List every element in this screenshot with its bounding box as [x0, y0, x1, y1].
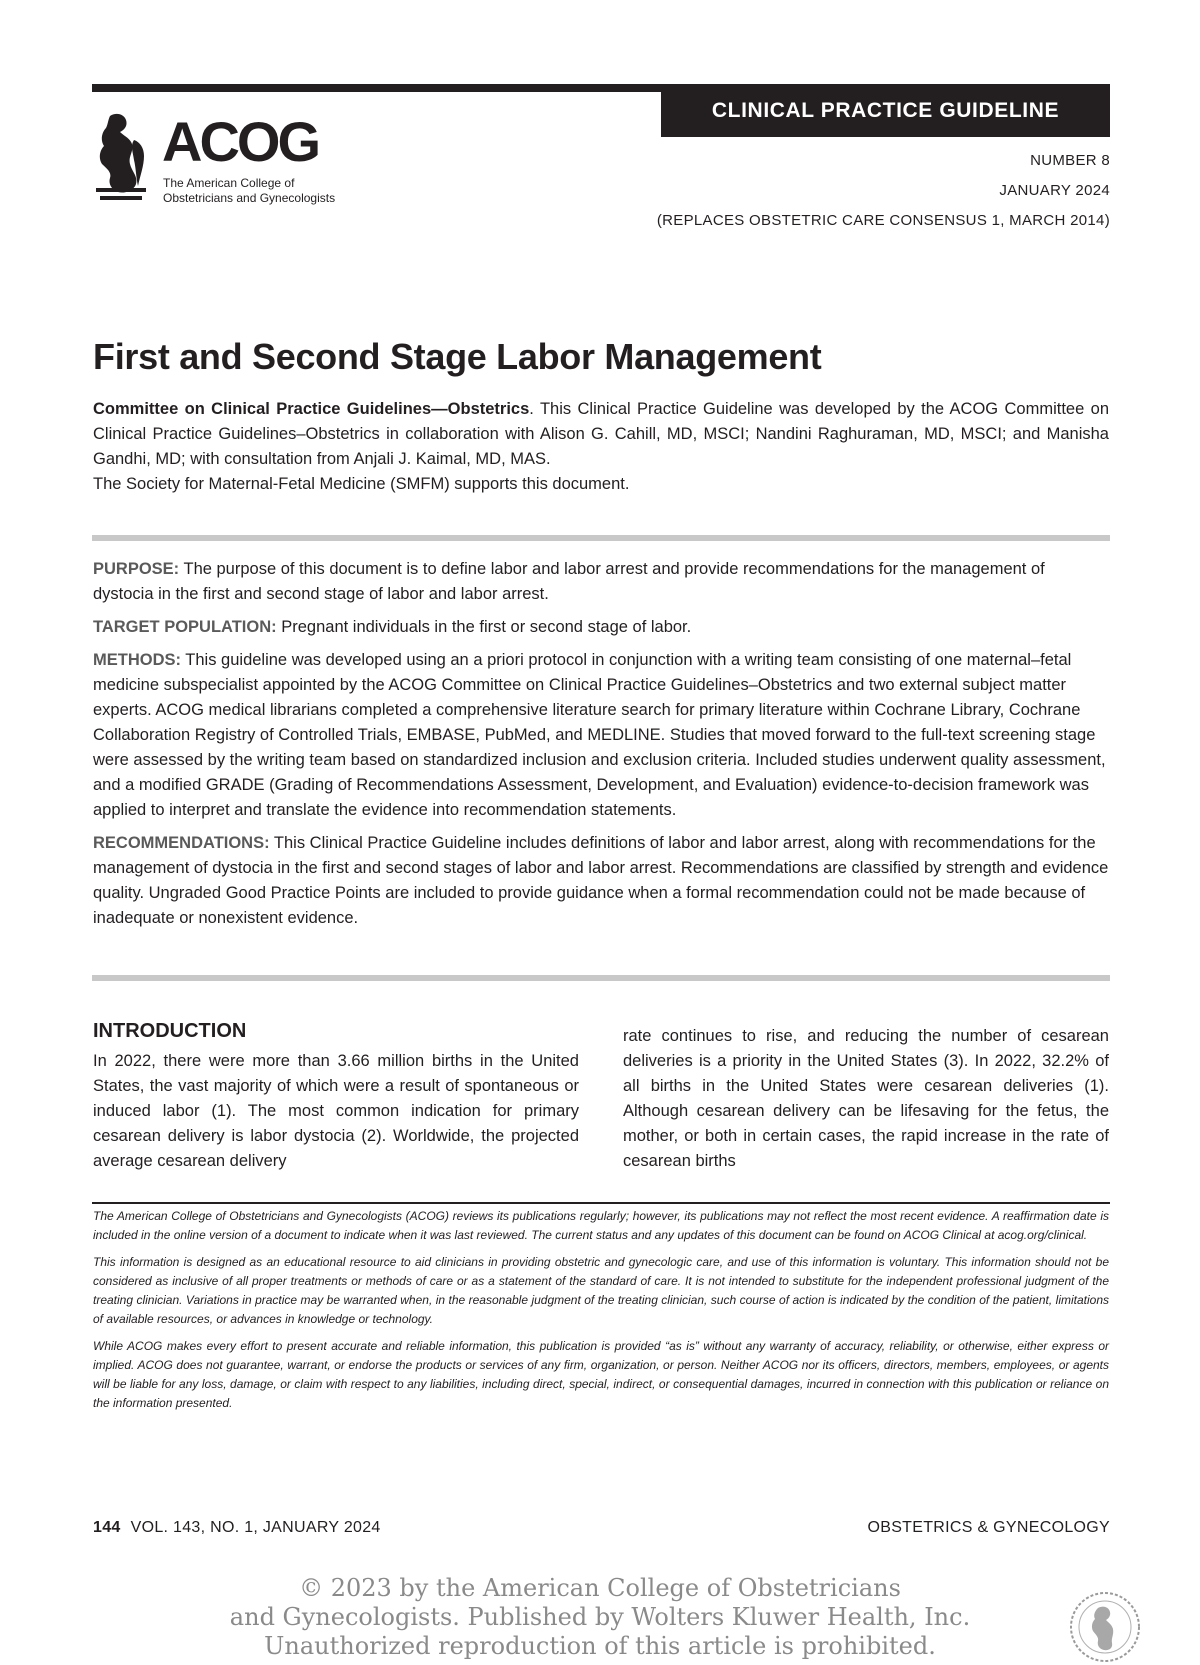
introduction-right-column — [623, 1024, 1109, 1174]
target-label: TARGET POPULATION: — [93, 618, 277, 636]
purpose-paragraph — [93, 557, 1109, 607]
methods-text: This guideline was developed using an a priori protocol in conjunction with a writing team consisting of one maternal–fetal medicine subspecialist appointed by the ACOG Committee on Clinical Practice Guidelines–Obstetrics and two external subject matter experts. ACOG medical librarians completed a comprehensive literature search for primary literature within Cochrane Library, Cochrane Collaboration Registry of Controlled Trials, EMBASE, PubMed, and MEDLINE. Studies that moved forward to the full-text screening stage were assessed by the writing team based on standardized inclusion and exclusion criteria. Included studies underwent quality assessment, and a modified GRADE (Grading of Recommendations Assessment, Development, and Evaluation) evidence-to-decision framework was applied to interpret and translate the evidence into recommendation statements. — [93, 651, 1106, 819]
guideline-number: NUMBER 8 — [1030, 152, 1110, 169]
footer-left — [93, 1519, 381, 1537]
introduction-right-text: rate continues to rise, and reducing the number of cesarean deliveries is a priority in the United States (3). In 2022, 32.2% of all births in the United States were cesarean deliveries (1). Although cesarean delivery can be lifesaving for the fetus, the mother, or both in certain cases, the rapid increase in the rate of cesarean births — [623, 1027, 1109, 1170]
copyright-notice — [0, 1574, 1200, 1661]
abstract-top-rule — [92, 535, 1110, 541]
volume-info: VOL. 143, NO. 1, JANUARY 2024 — [130, 1519, 381, 1536]
introduction-heading: INTRODUCTION — [93, 1020, 247, 1042]
recommendations-text: This Clinical Practice Guideline includes definitions of labor and labor arrest, along with recommendations for the management of dystocia in the first and second stages of labor and labor arrest. Recommendations are classified by strength and evidence quality. Ungraded Good Practice Points are included to provide guidance when a formal recommendation could not be made because of inadequate or nonexistent evidence. — [93, 834, 1109, 927]
target-text: Pregnant individuals in the first or second stage of labor. — [281, 618, 692, 636]
logo-subtitle — [163, 176, 335, 206]
note-educational: This information is designed as an educational resource to aid clinicians in providing obstetric and gynecologic care, and use of this information is voluntary. This information should not be considered as inclusive of all proper treatments or methods of care or as a statement of the standard of care. It is not intended to substitute for the independent professional judgment of the treating clinician. Variations in practice may be warranted when, in the reasonable judgment of the treating clinician, such course of action is indicated by the condition of the patient, limitations of available resources, or advances in knowledge or technology. — [93, 1255, 1109, 1326]
purpose-text: The purpose of this document is to define labor and labor arrest and provide recommendations for the management of dystocia in the first and second stage of labor and labor arrest. — [93, 560, 1045, 603]
abstract-bottom-rule — [92, 975, 1110, 981]
copyright-line2: and Gynecologists. Published by Wolters Kluwer Health, Inc. — [229, 1603, 971, 1631]
introduction-left-text: In 2022, there were more than 3.66 million births in the United States, the vast majority of which were a result of spontaneous or induced labor (1). The most common indication for primary cesarean delivery is labor dystocia (2). Worldwide, the projected average cesarean delivery — [93, 1052, 579, 1170]
guideline-date: JANUARY 2024 — [999, 182, 1110, 199]
committee-name: Committee on Clinical Practice Guidelines—Obstetrics — [93, 400, 530, 418]
methods-label: METHODS: — [93, 651, 181, 669]
note-review: The American College of Obstetricians and Gynecologists (ACOG) reviews its publications regularly; however, its publications may not reflect the most recent evidence. A reaffirmation date is included in the online version of a document to indicate when it was last reviewed. The current status and any updates of this document can be found on ACOG Clinical at acog.org/clinical. — [93, 1209, 1109, 1242]
byline — [93, 397, 1109, 497]
disclaimer-notes — [93, 1207, 1109, 1421]
byline-text: . This Clinical Practice Guideline was developed by the ACOG Committee on Clinical Practice Guidelines–Obstetrics in collaboration with Alison G. Cahill, MD, MSCI; Nandini Raghuraman, MD, MSCI; and Manisha Gandhi, MD; with consultation from Anjali J. Kaimal, MD, MAS. — [93, 400, 1109, 468]
introduction-left-column — [93, 1049, 579, 1174]
logo-subtitle-line2: Obstetricians and Gynecologists — [163, 191, 336, 205]
target-paragraph — [93, 615, 1109, 640]
page-number: 144 — [93, 1519, 121, 1536]
recommendations-label: RECOMMENDATIONS: — [93, 834, 270, 852]
recommendations-paragraph — [93, 831, 1109, 931]
methods-paragraph — [93, 648, 1109, 823]
byline-paragraph — [93, 397, 1109, 472]
journal-name: OBSTETRICS & GYNECOLOGY — [867, 1519, 1110, 1536]
note-warranty: While ACOG makes every effort to present accurate and reliable information, this publication is provided “as is” without any warranty of accuracy, reliability, or otherwise, either express or implied. ACOG does not guarantee, warrant, or endorse the products or services of any firm, organization, or person. Neither ACOG nor its officers, directors, members, employees, or agents will be liable for any loss, damage, or claim with respect to any liabilities, including direct, special, indirect, or consequential damages, incurred in connection with this publication or reliance on the information presented. — [93, 1339, 1109, 1410]
page-title: First and Second Stage Labor Management — [93, 336, 822, 377]
smfm-support: The Society for Maternal-Fetal Medicine (SMFM) supports this document. — [93, 475, 630, 493]
replaces-note: (REPLACES OBSTETRIC CARE CONSENSUS 1, MARCH 2014) — [656, 212, 1110, 229]
acog-seal-icon — [1068, 1590, 1142, 1664]
logo-subtitle-line1: The American College of — [163, 176, 295, 190]
notes-rule — [92, 1202, 1110, 1204]
logo-wordmark: ACOG — [162, 110, 318, 173]
copyright-line1: © 2023 by the American College of Obstetricians — [299, 1574, 901, 1602]
abstract — [93, 557, 1109, 939]
document-type-band: CLINICAL PRACTICE GUIDELINE — [661, 84, 1110, 137]
purpose-label: PURPOSE: — [93, 560, 180, 578]
copyright-line3: Unauthorized reproduction of this article is prohibited. — [264, 1632, 936, 1660]
